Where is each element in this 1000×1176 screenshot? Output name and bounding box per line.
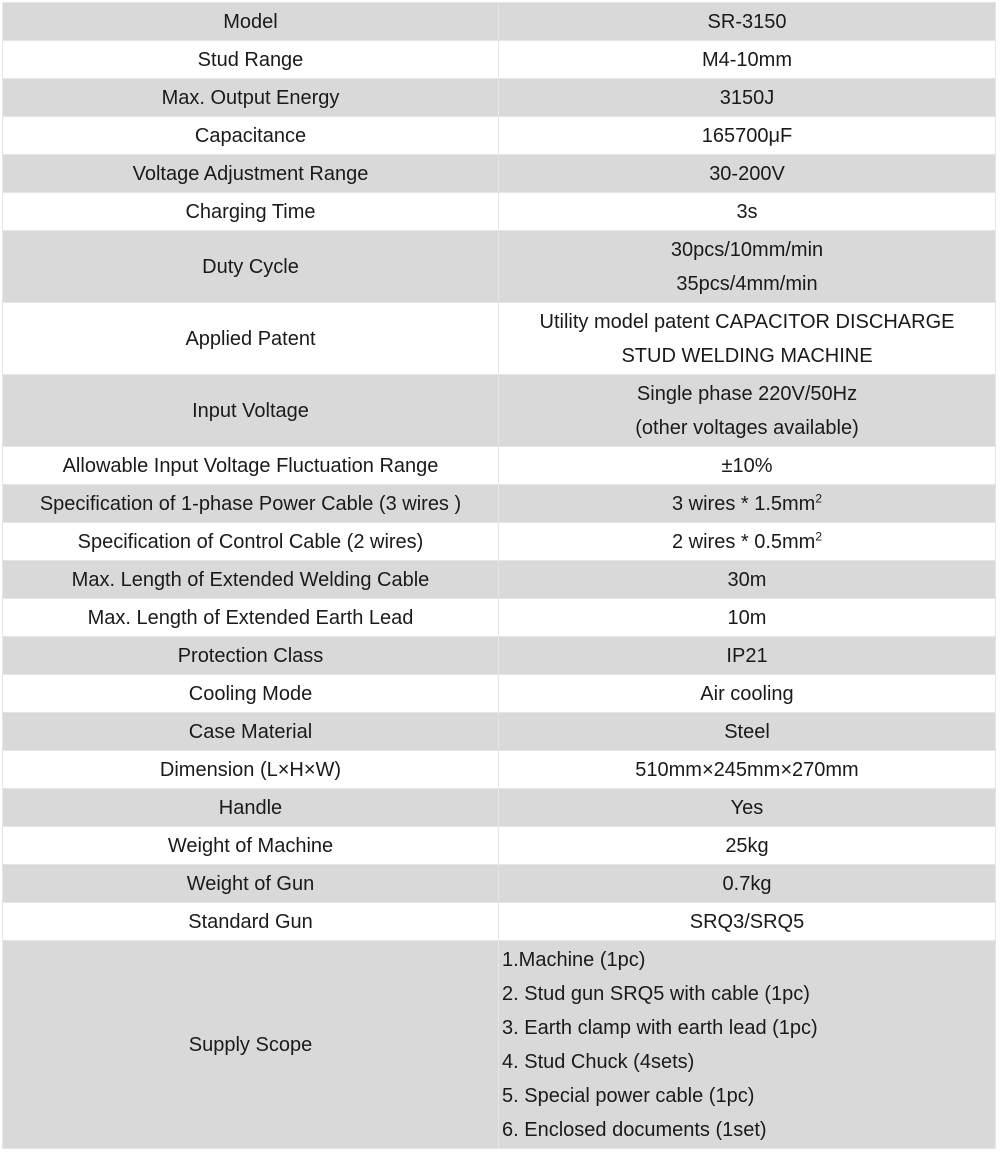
value-applied-patent: [499, 303, 996, 375]
row-handle: [3, 789, 996, 827]
row-stud-range: [3, 41, 996, 79]
value-case-material: Steel: [499, 713, 996, 751]
supply-item: 1.Machine (1pc): [502, 948, 646, 971]
label-voltage-fluctuation-range: Allowable Input Voltage Fluctuation Range: [3, 447, 499, 485]
value-control-cable-spec: [499, 523, 996, 561]
label-charging-time: Charging Time: [3, 193, 499, 231]
label-weight-of-machine: Weight of Machine: [3, 827, 499, 865]
spec-table: [2, 2, 996, 1149]
label-protection-class: Protection Class: [3, 637, 499, 675]
row-cooling-mode: [3, 675, 996, 713]
value-weight-of-machine: 25kg: [499, 827, 996, 865]
value-earth-lead-length: 10m: [499, 599, 996, 637]
value-cooling-mode: Air cooling: [499, 675, 996, 713]
supply-item: 4. Stud Chuck (4sets): [502, 1050, 695, 1073]
supply-item: 2. Stud gun SRQ5 with cable (1pc): [502, 982, 810, 1005]
label-voltage-adjustment-range: Voltage Adjustment Range: [3, 155, 499, 193]
supply-item: 3. Earth clamp with earth lead (1pc): [502, 1016, 818, 1039]
label-capacitance: Capacitance: [3, 117, 499, 155]
superscript: 2: [815, 490, 823, 505]
row-case-material: [3, 713, 996, 751]
label-max-output-energy: Max. Output Energy: [3, 79, 499, 117]
row-protection-class: [3, 637, 996, 675]
value-voltage-fluctuation-range: ±10%: [499, 447, 996, 485]
row-welding-cable-length: [3, 561, 996, 599]
value-protection-class: IP21: [499, 637, 996, 675]
label-duty-cycle: Duty Cycle: [3, 231, 499, 303]
value-handle: Yes: [499, 789, 996, 827]
row-earth-lead-length: [3, 599, 996, 637]
label-power-cable-spec: Specification of 1-phase Power Cable (3 wires ): [3, 485, 499, 523]
row-applied-patent: [3, 303, 996, 375]
row-input-voltage: [3, 375, 996, 447]
value-max-output-energy: 3150J: [499, 79, 996, 117]
label-control-cable-spec: Specification of Control Cable (2 wires): [3, 523, 499, 561]
value-line: STUD WELDING MACHINE: [621, 344, 873, 367]
row-control-cable-spec: [3, 523, 996, 561]
value-line: 30pcs/10mm/min: [670, 238, 824, 261]
value-charging-time: 3s: [499, 193, 996, 231]
value-line: Single phase 220V/50Hz: [636, 382, 858, 405]
supply-item: 6. Enclosed documents (1set): [502, 1118, 767, 1141]
row-voltage-adjustment-range: [3, 155, 996, 193]
row-power-cable-spec: [3, 485, 996, 523]
value-text: 2 wires * 0.5mm: [671, 530, 816, 553]
superscript: 2: [815, 528, 823, 543]
value-supply-scope: [499, 941, 996, 1149]
row-model: [3, 3, 996, 41]
row-supply-scope: [3, 941, 996, 1149]
row-weight-of-machine: [3, 827, 996, 865]
label-stud-range: Stud Range: [3, 41, 499, 79]
row-capacitance: [3, 117, 996, 155]
row-standard-gun: [3, 903, 996, 941]
row-duty-cycle: [3, 231, 996, 303]
label-input-voltage: Input Voltage: [3, 375, 499, 447]
value-text: 3 wires * 1.5mm: [671, 492, 816, 515]
value-line: (other voltages available): [635, 416, 859, 439]
value-model: SR-3150: [499, 3, 996, 41]
label-case-material: Case Material: [3, 713, 499, 751]
value-line: 35pcs/4mm/min: [676, 272, 818, 295]
value-line: Utility model patent CAPACITOR DISCHARGE: [539, 310, 955, 333]
label-model: Model: [3, 3, 499, 41]
row-max-output-energy: [3, 79, 996, 117]
label-weight-of-gun: Weight of Gun: [3, 865, 499, 903]
label-handle: Handle: [3, 789, 499, 827]
value-dimension: 510mm×245mm×270mm: [499, 751, 996, 789]
value-duty-cycle: [499, 231, 996, 303]
supply-item: 5. Special power cable (1pc): [502, 1084, 755, 1107]
label-supply-scope: Supply Scope: [3, 941, 499, 1149]
label-dimension: Dimension (L×H×W): [3, 751, 499, 789]
label-earth-lead-length: Max. Length of Extended Earth Lead: [3, 599, 499, 637]
label-standard-gun: Standard Gun: [3, 903, 499, 941]
value-capacitance: 165700μF: [499, 117, 996, 155]
value-weight-of-gun: 0.7kg: [499, 865, 996, 903]
value-welding-cable-length: 30m: [499, 561, 996, 599]
value-standard-gun: SRQ3/SRQ5: [499, 903, 996, 941]
value-input-voltage: [499, 375, 996, 447]
value-power-cable-spec: [499, 485, 996, 523]
label-cooling-mode: Cooling Mode: [3, 675, 499, 713]
value-voltage-adjustment-range: 30-200V: [499, 155, 996, 193]
value-stud-range: M4-10mm: [499, 41, 996, 79]
label-applied-patent: Applied Patent: [3, 303, 499, 375]
row-charging-time: [3, 193, 996, 231]
row-voltage-fluctuation-range: [3, 447, 996, 485]
label-welding-cable-length: Max. Length of Extended Welding Cable: [3, 561, 499, 599]
row-dimension: [3, 751, 996, 789]
row-weight-of-gun: [3, 865, 996, 903]
